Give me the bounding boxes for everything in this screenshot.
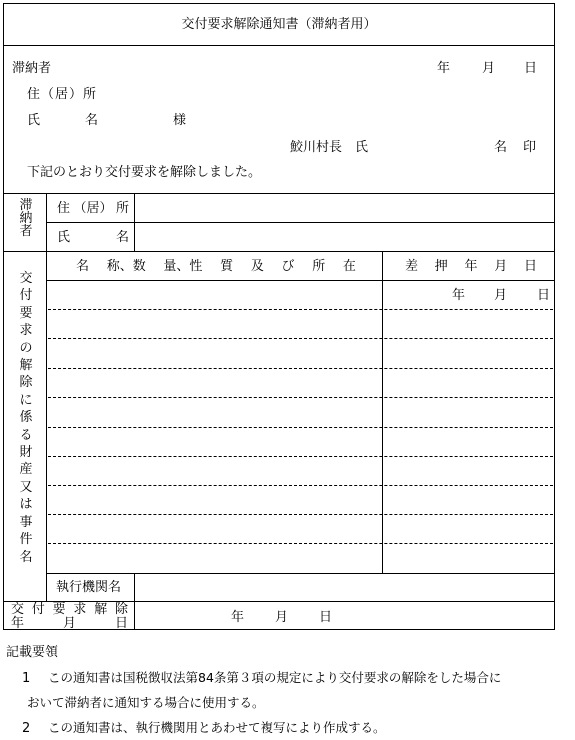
note-1-line-1: この通知書は国税徴収法第84条第３項の規定により交付要求の解除をした場合に <box>48 670 502 685</box>
seizure-date-header: 差 押 年 月 日 <box>405 259 537 274</box>
release-date-label-bottom: 年 月 日 <box>11 616 128 631</box>
divider <box>3 193 555 194</box>
mayor-name-label: 名 <box>494 140 508 155</box>
divider <box>46 222 555 223</box>
note-2-line-1: この通知書は、執行機関用とあわせて複写により作成する。 <box>48 720 386 735</box>
divider <box>46 280 555 281</box>
header-address-label: 住（居）所 <box>27 87 98 102</box>
agency-label: 執行機関名 <box>56 580 122 595</box>
release-day: 日 <box>319 610 333 625</box>
seizure-year: 年 <box>452 288 466 303</box>
entry-row-line <box>48 514 553 515</box>
entry-row-line <box>48 338 553 339</box>
release-year: 年 <box>231 610 245 625</box>
divider <box>3 45 555 46</box>
notes-heading: 記載要領 <box>6 645 59 660</box>
note-1-line-2: おいて滞納者に通知する場合に使用する。 <box>27 695 265 710</box>
delinquent-address-label: 住 （居） 所 <box>57 201 129 216</box>
entry-row-line <box>48 456 553 457</box>
seizure-month: 月 <box>494 288 508 303</box>
header-month: 月 <box>482 61 496 76</box>
divider <box>382 251 383 573</box>
note-2-number: 2 <box>22 721 31 736</box>
header-name-label-1: 氏 <box>27 113 41 128</box>
entry-row-line <box>48 368 553 369</box>
divider <box>46 193 47 601</box>
header-year: 年 <box>437 61 451 76</box>
property-side-label: 交 付 要 求 の 解 除 に 係 る 財 産 又 は 事 件 名 <box>19 271 33 565</box>
entry-row-line <box>48 427 553 428</box>
divider <box>3 251 555 252</box>
release-month: 月 <box>275 610 289 625</box>
entry-row-line <box>48 543 553 544</box>
entry-row-line <box>48 485 553 486</box>
divider <box>134 193 135 251</box>
divider <box>46 573 555 574</box>
notice-text: 下記のとおり交付要求を解除しました。 <box>27 165 262 180</box>
mayor-title: 鮫川村長 氏 <box>290 140 369 155</box>
honorific: 様 <box>173 113 187 128</box>
header-day: 日 <box>524 61 538 76</box>
entry-row-line <box>48 397 553 398</box>
delinquent-side-label: 滞 納 者 <box>19 198 33 239</box>
release-date-label-top: 交 付 要 求 解 除 <box>11 602 128 617</box>
note-1-number: 1 <box>22 671 31 686</box>
seizure-day: 日 <box>537 288 551 303</box>
seal-mark: 印 <box>523 140 537 155</box>
entry-row-line <box>48 309 553 310</box>
form-title: 交付要求解除通知書（滞納者用） <box>181 17 377 32</box>
header-name-label-2: 名 <box>85 113 99 128</box>
delinquent-name-label: 氏 名 <box>57 230 129 245</box>
delinquent-label: 滞納者 <box>12 61 52 76</box>
property-col-header: 名 称、数 量、性 質 及 び 所 在 <box>76 259 356 274</box>
